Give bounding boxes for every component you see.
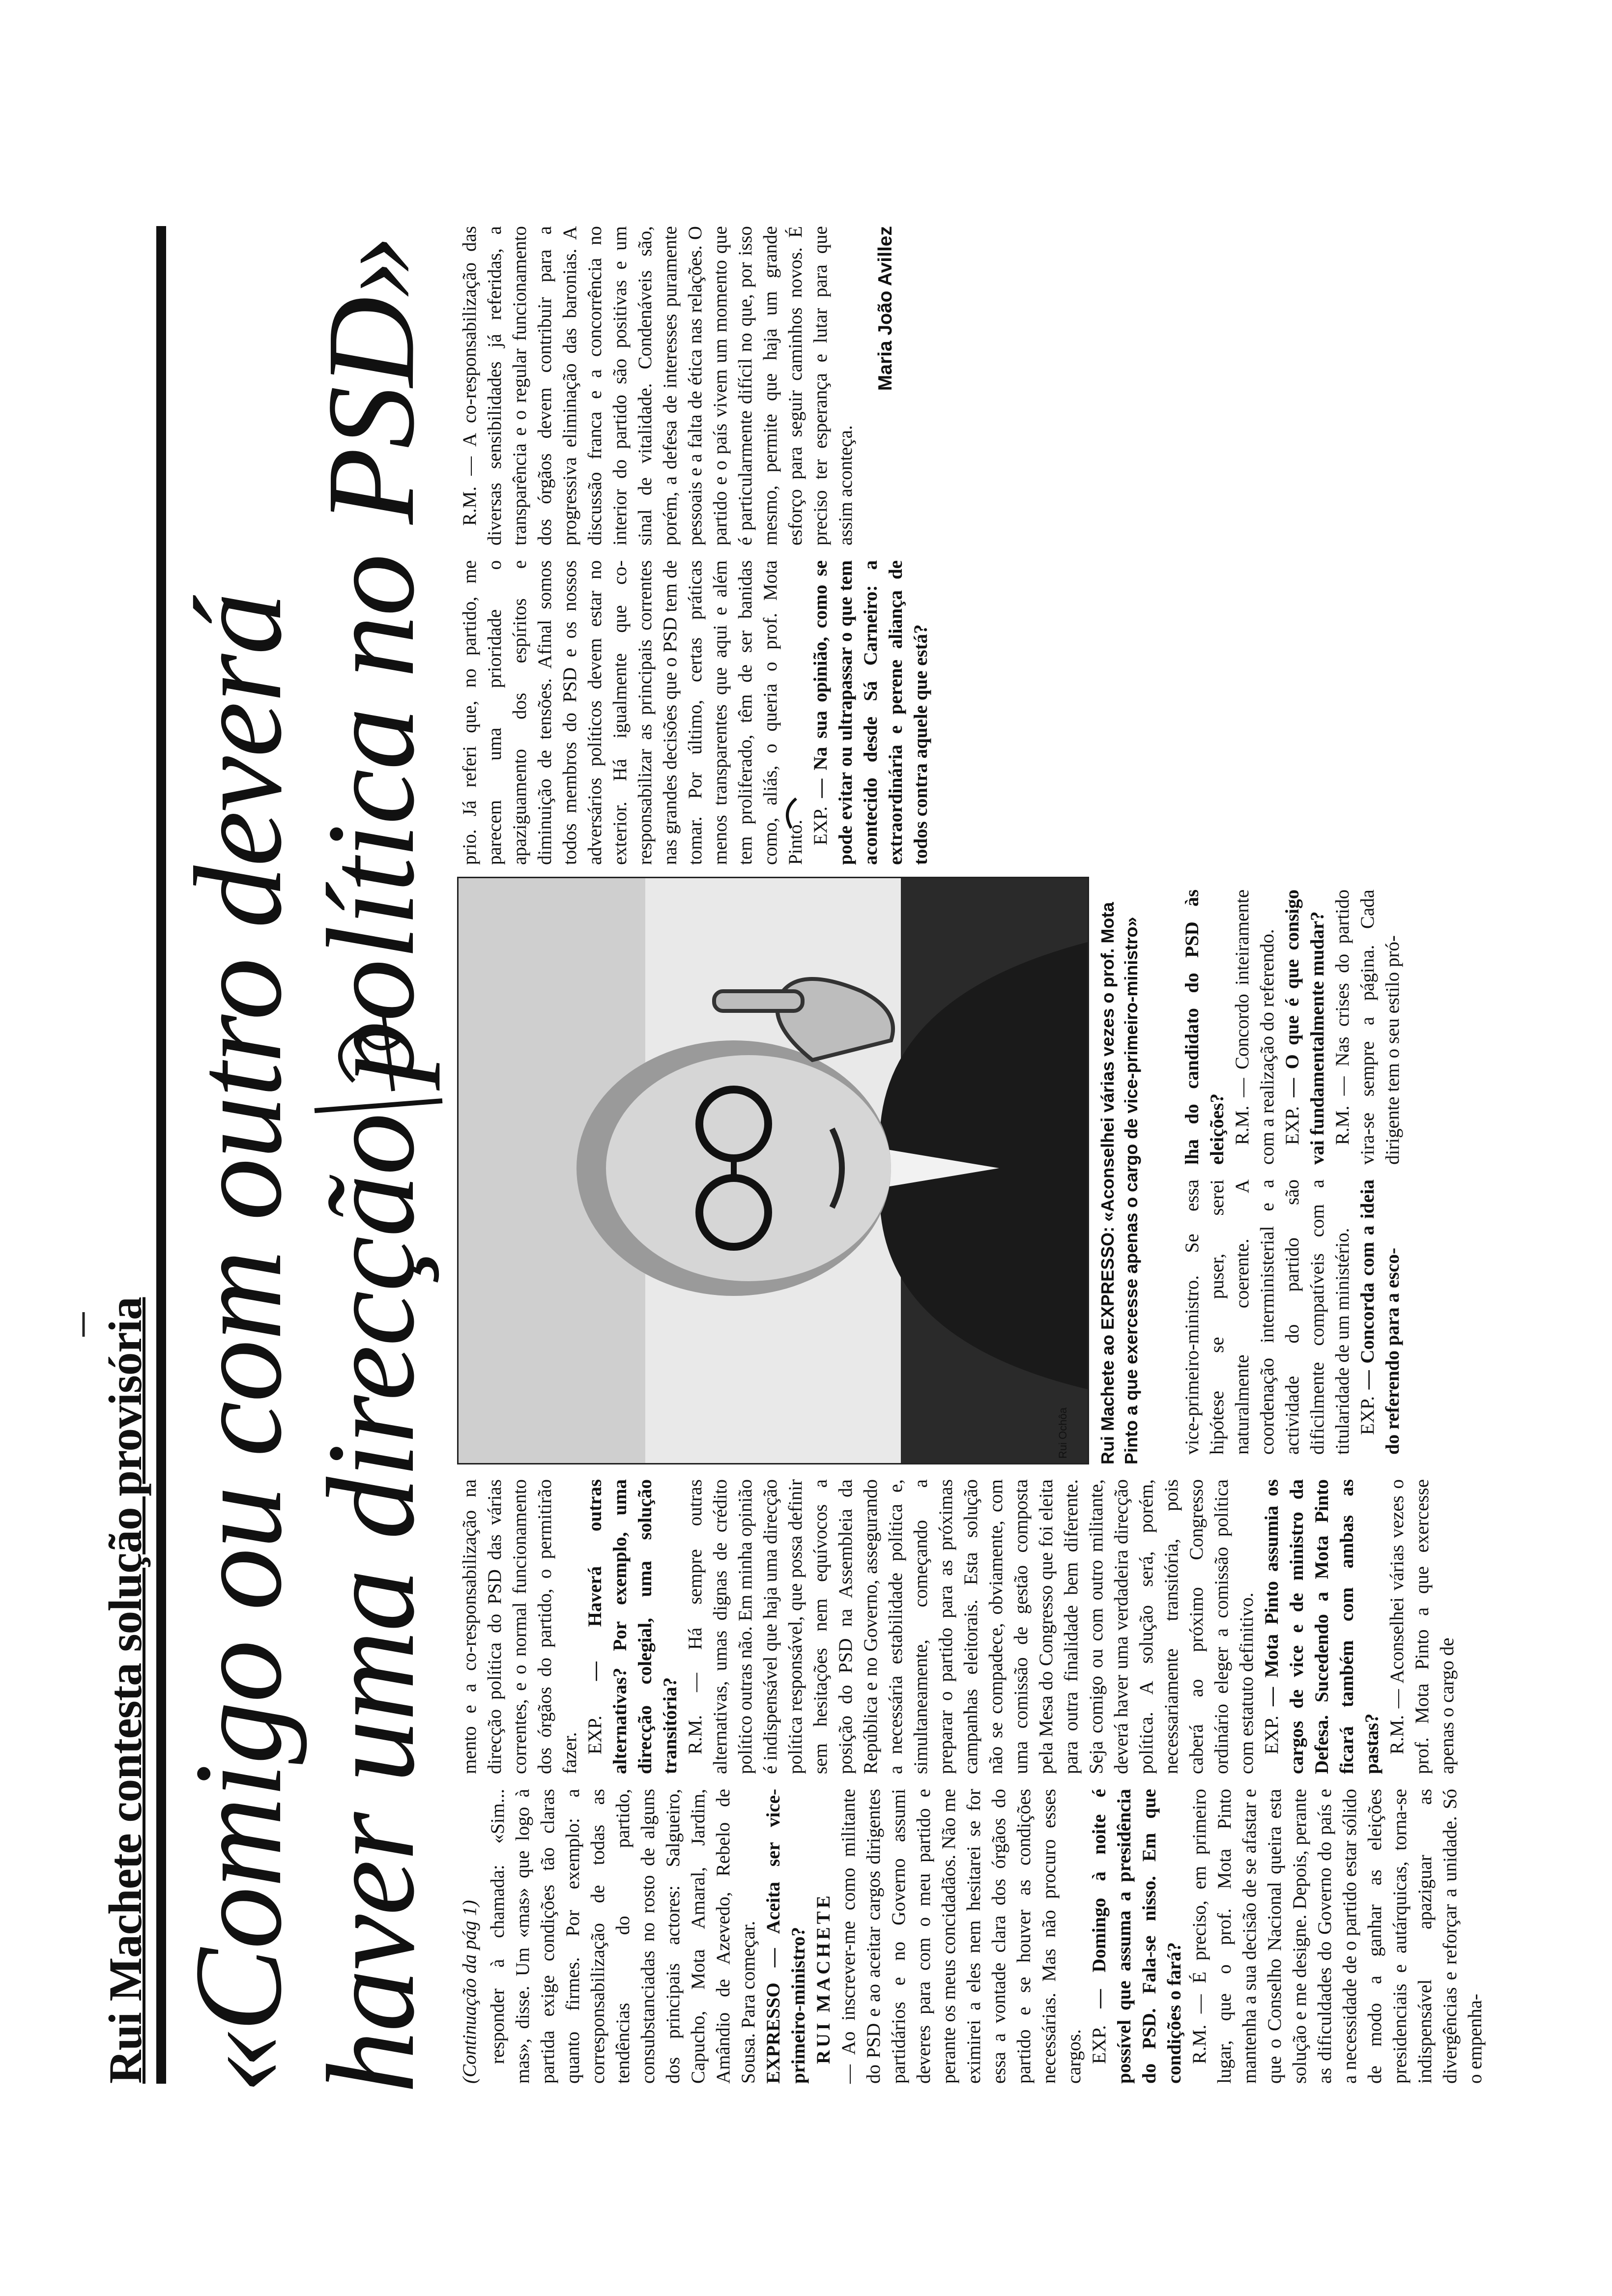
kicker: Rui Machete contesta solução provisória [99,1297,151,2084]
interviewee-label: RUI MACHETE [813,1893,834,2064]
answer-text: — Ao inscrever-me como militante do PSD e ao aceitar cargos dirigentes partidários e no Governo assumi deveres para com o meu partido e perante os meus concidadãos. Não me eximirei a eles nem hesitarei se for essa a vontade clara dos órgãos do partido e se houver as condições necessárias. Mas não procuro esses cargos. [838,1789,1085,2084]
answer: R.M. — Aconselhei várias vezes o prof. Mota Pinto a que exercesse apenas o cargo de [1386,1479,1458,1774]
answer: R.M. — Concordo inteiramente com a realização do referendo. [1232,890,1278,1165]
paragraph: responder à chamada: «Sim... mas», disse. Um «mas» que logo à partida exige condições tão claras quanto firmes. Por exemplo: a corresponsabilização de todas as tendências do partido, consubstanciadas no rosto de alguns dos principais actores: Salgueiro, Capucho, Mota Amaral, Jardim, Amândio de Azevedo, Rebelo de Sousa. Para começar. [487,1789,759,2084]
interviewer-label: EXP. [1089,2025,1110,2064]
handwritten-mark [295,1003,452,1130]
top-rule [156,226,166,2084]
question-text: — Na sua opinião, como se pode evitar ou ultrapassar o que tem acontecido desde Sá Carneiro: a extraordinária e perene aliança de todos contra aquele que está? [810,560,931,865]
interviewer-label: EXPRESSO [763,1982,784,2084]
question [808,560,933,865]
column-2 [457,1479,1460,1774]
column-4 [457,226,898,545]
column-1 [457,1789,1488,2084]
scan-mark [69,1307,98,1342]
answer: R.M. — Há sempre outras alternativas, umas dignas de crédito político outras não. Em minha opinião é indispensável que haja uma direcção política responsável, que possa definir sem hesitações nem equívocos a posição do PSD na Assembleia da República e no Governo, assegurando a necessária estabilidade política e, simultaneamente, começando a preparar o partido para as próximas campanhas eleitorais. Esta solução não se compadece, obviamente, com uma comissão de gestão composta pela Mesa do Congresso que foi eleita para outra finalidade bem diferente. Seja comigo ou com outro militante, deverá haver uma verdadeira direcção política. A solução será, porém, necessariamente transitória, pois caberá ao próximo Congresso ordinário eleger a comissão política com estatuto definitivo. [685,1479,1257,1774]
question-text: lha do candidato do PSD às eleições? [1181,890,1228,1165]
headline-line-1: «Comigo ou com outro deverá [169,593,308,2094]
question [1259,1479,1384,1774]
question [582,1479,683,1774]
interviewer-label: EXP. [1357,1396,1378,1435]
newspaper-clipping [98,216,1486,2103]
column-lower-1 [1180,1179,1405,1455]
paragraph: vice-primeiro-ministro. Se essa hipótese se puser, serei naturalmente coerente. A coordenação interministerial e a actividade do partido são dificilmente compatíveis com a titularidade de um ministério. [1181,1179,1353,1455]
portrait-illustration [459,878,1088,1463]
interviewer-label: EXP. [810,806,831,845]
question-text: — Mota Pinto assumia os cargos de vice e de ministro da Defesa. Sucedendo a Mota Pinto ficará também com ambas as pastas? [1261,1479,1382,1774]
interviewer-label: EXP. [584,1715,605,1754]
question-text: — Aceita ser vice-primeiro-ministro? [763,1789,809,2084]
column-3 [457,560,933,865]
photo-credit: Rui Ochôa [1057,1407,1069,1459]
paragraph: prio. Já referi que, no partido, me parecem uma prioridade o apaziguamento dos espíritos e diminuição de tensões. Afinal somos todos membros do PSD e os nossos adversários políticos devem estar no exterior. Há igualmente que co-responsabilizar as principais correntes nas grandes decisões que o PSD tem de tomar. Por último, certas práticas menos transparentes que aqui e além tem proliferado, têm de ser banidas como, aliás, o queria o prof. Mota Pinto. [459,560,806,865]
question [1280,890,1330,1165]
answer: R.M. — A co-responsabilização das diversas sensibilidades já referidas, a transparência e o regular funcionamento dos órgãos devem contribuir para a progressiva eliminação das baronias. A discussão franca e a concorrência no interior do partido são positivas e um sinal de vitalidade. Condenáveis são, porém, a defesa de interesses puramente pessoais e a falta de ética nas relações. O partido e o país vivem um momento que é particularmente difícil no que, por isso mesmo, permite que haja um grande esforço para seguir caminhos novos. É preciso ter esperança e lutar para que assim aconteça. [459,226,856,545]
interviewer-label: EXP. [1282,1106,1303,1145]
column-lower-2 [1180,890,1405,1165]
paragraph: mento e a co-responsabilização na direcção política do PSD das várias correntes, e o normal funcionamento dos órgãos do partido, o permitirão fazer. [459,1479,580,1774]
answer: R.M. — Nas crises do partido vira-se sempre a página. Cada dirigente tem o seu estilo pró- [1332,890,1403,1165]
question [761,1789,811,2084]
question-text: — Concorda com a ideia do referendo para a esco- [1357,1179,1403,1455]
portrait-photo [457,877,1089,1464]
headline [169,226,440,2094]
question [1355,1179,1405,1455]
photo-caption: Rui Machete ao EXPRESSO: «Aconselhei várias vezes o prof. Mota Pinto a que exercesse apenas o cargo de vice-primeiro-ministro» [1097,902,1141,1464]
interviewer-label: EXP. [1261,1715,1282,1754]
answer [811,1789,1087,2084]
answer: R.M. — É preciso, em primeiro lugar, que o prof. Mota Pinto mantenha a sua decisão de se afastar e que o Conselho Nacional queira esta solução e me designe. Depois, perante as dificuldades do Governo do país e a necessidade de o partido estar sólido de modo a ganhar as eleições presidenciais e autárquicas, torna-se indispensável apaziguar as divergências e reforçar a unidade. Só o empenha- [1189,1789,1486,2084]
continuation-note: (Continuação da pág 1) [459,1900,480,2084]
question-text: — Haverá outras alternativas? Por exemplo, uma direcção colegial, uma solução transitória? [584,1479,681,1774]
question-text: — Domingo à noite é possível que assuma a presidência do PSD. Fala-se nisso. Em que condições o fará? [1089,1789,1185,2084]
headline-line-2: haver uma direcção política no PSD» [302,235,440,2094]
question [1087,1789,1187,2084]
question-text: — O que é que consigo vai fundamentalmente mudar? [1282,890,1328,1165]
byline: Maria João Avillez [875,226,896,391]
scan-mark [777,796,806,831]
